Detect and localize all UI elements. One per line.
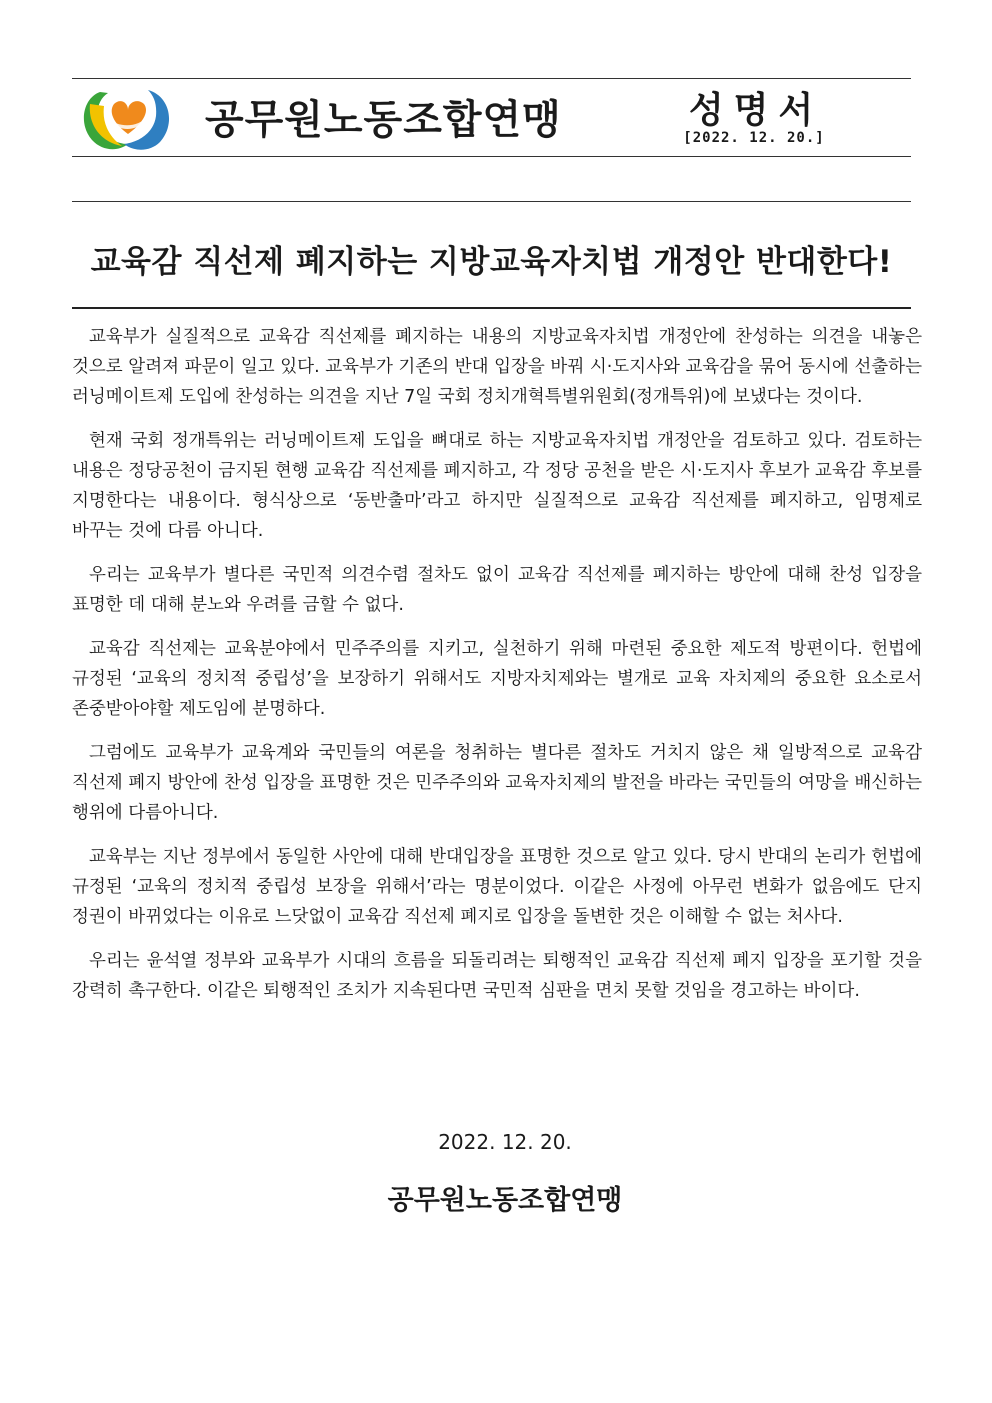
paragraph-5: 그럼에도 교육부가 교육계와 국민들의 여론을 청취하는 별다른 절차도 거치지 않은 채 일방적으로 교육감 직선제 폐지 방안에 찬성 입장을 표명한 것은 민주주의와 교육자치제의 발전을 바라는 국민들의 여망을 배신하는 행위에 다름아니다.: [72, 743, 922, 823]
union-logo: [78, 84, 176, 154]
org-name: 공무원노동조합연맹: [205, 97, 562, 143]
header-top-rule: [72, 78, 911, 79]
paragraph-6: 교육부는 지난 정부에서 동일한 사안에 대해 반대입장을 표명한 것으로 알고 있다. 당시 반대의 논리가 헌법에 규정된 ‘교육의 정치적 중립성 보장을 위해서’라는 명분이었다. 이같은 사정에 아무런 변화가 없음에도 단지 정권이 바뀌었다는 이유로 느닷없이 교육감 직선제 폐지로 입장을 돌변한 것은 이해할 수 없는 처사다.: [72, 847, 922, 927]
headline-top-rule: [72, 201, 911, 202]
logo-orange-heart: [112, 101, 146, 134]
paragraph-3: 우리는 교육부가 별다른 국민적 의견수렴 절차도 없이 교육감 직선제를 폐지하는 방안에 대해 찬성 입장을 표명한 데 대해 분노와 우려를 금할 수 없다.: [72, 565, 922, 615]
paragraph-2: 현재 국회 정개특위는 러닝메이트제 도입을 뼈대로 하는 지방교육자치법 개정안을 검토하고 있다. 검토하는 내용은 정당공천이 금지된 현행 교육감 직선제를 폐지하고, 각 정당 공천을 받은 시·도지사 후보가 교육감 후보를 지명한다는 내용이다. 형식상으로 ‘동반출마’라고 하지만 실질적으로 교육감 직선제를 폐지하고, 임명제로 바꾸는 것에 다름 아니다.: [72, 431, 922, 541]
paragraph-1: 교육부가 실질적으로 교육감 직선제를 폐지하는 내용의 지방교육자치법 개정안에 찬성하는 의견을 내놓은 것으로 알려져 파문이 일고 있다. 교육부가 기존의 반대 입장을 바꿔 시·도지사와 교육감을 묶어 동시에 선출하는 러닝메이트제 도입에 찬성하는 의견을 지난 7일 국회 정치개혁특별위원회(정개특위)에 보냈다는 것이다.: [72, 327, 922, 407]
signature-org-name: 공무원노동조합연맹: [387, 1185, 623, 1216]
paragraph-4: 교육감 직선제는 교육분야에서 민주주의를 지키고, 실천하기 위해 마련된 중요한 제도적 방편이다. 헌법에 규정된 ‘교육의 정치적 중립성’을 보장하기 위해서도 지방자치제와는 별개로 교육 자치제의 중요한 요소로서 존중받아야할 제도임에 분명하다.: [72, 639, 922, 719]
signature-date: 2022. 12. 20.: [438, 1130, 572, 1154]
header-bottom-rule: [72, 156, 911, 157]
doc-type-title: 성명서: [688, 90, 824, 131]
statement-body: [72, 322, 922, 1020]
headline: 교육감 직선제 폐지하는 지방교육자치법 개정안 반대한다!: [90, 244, 893, 280]
headline-bottom-rule: [72, 307, 911, 309]
doc-date: [2022. 12. 20.]: [683, 130, 825, 146]
paragraph-7: 우리는 윤석열 정부와 교육부가 시대의 흐름을 되돌리려는 퇴행적인 교육감 직선제 폐지 입장을 포기할 것을 강력히 촉구한다. 이같은 퇴행적인 조치가 지속된다면 국민적 심판을 면치 못할 것임을 경고하는 바이다.: [72, 951, 922, 1001]
